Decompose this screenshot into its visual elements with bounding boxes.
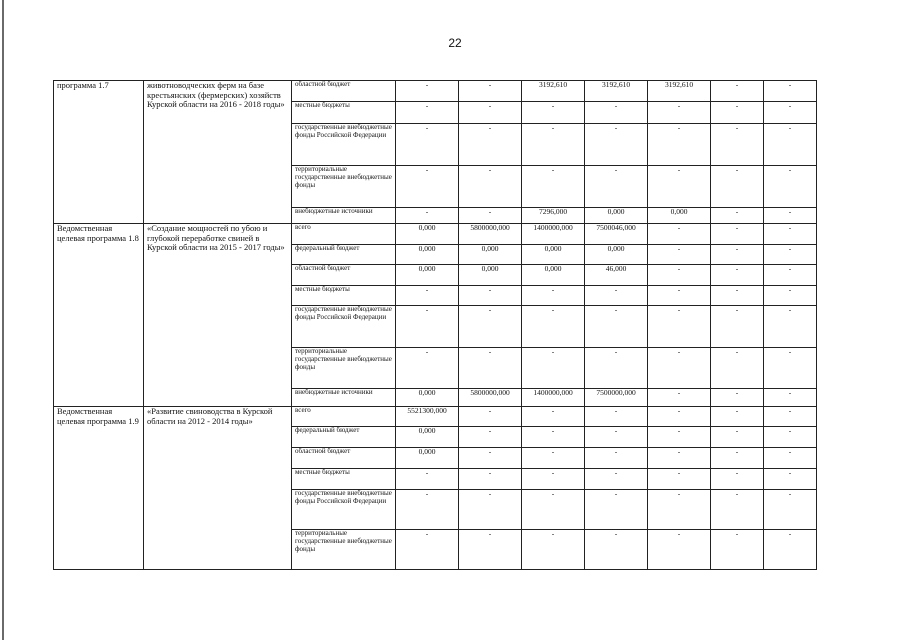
amount-cell: - bbox=[522, 427, 585, 448]
amount-cell: - bbox=[648, 448, 711, 469]
amount-cell: - bbox=[396, 81, 459, 102]
amount-cell: 0,000 bbox=[396, 265, 459, 286]
amount-cell: - bbox=[711, 166, 764, 208]
amount-cell: 7500046,000 bbox=[585, 224, 648, 245]
amount-cell: - bbox=[648, 348, 711, 389]
amount-cell: - bbox=[711, 448, 764, 469]
amount-cell: - bbox=[522, 407, 585, 427]
amount-cell: - bbox=[585, 469, 648, 490]
amount-cell: - bbox=[764, 407, 817, 427]
amount-cell: 0,000 bbox=[648, 208, 711, 224]
amount-cell: 0,000 bbox=[522, 245, 585, 265]
amount-cell: 3192,610 bbox=[648, 81, 711, 102]
amount-cell: - bbox=[585, 166, 648, 208]
amount-cell: - bbox=[711, 265, 764, 286]
amount-cell: 1400000,000 bbox=[522, 389, 585, 407]
amount-cell: - bbox=[396, 208, 459, 224]
amount-cell: - bbox=[648, 102, 711, 124]
amount-cell: - bbox=[396, 530, 459, 570]
amount-cell: - bbox=[585, 348, 648, 389]
amount-cell: 0,000 bbox=[396, 448, 459, 469]
amount-cell: - bbox=[711, 530, 764, 570]
funding-source-cell: местные бюджеты bbox=[292, 469, 396, 490]
amount-cell: - bbox=[648, 306, 711, 348]
amount-cell: 7296,000 bbox=[522, 208, 585, 224]
amount-cell: - bbox=[522, 124, 585, 166]
amount-cell: - bbox=[522, 348, 585, 389]
table-row bbox=[54, 81, 817, 102]
amount-cell: - bbox=[648, 245, 711, 265]
amount-cell: 1400000,000 bbox=[522, 224, 585, 245]
amount-cell: - bbox=[648, 166, 711, 208]
amount-cell: 0,000 bbox=[459, 265, 522, 286]
amount-cell: - bbox=[711, 208, 764, 224]
amount-cell: - bbox=[396, 286, 459, 306]
amount-cell: - bbox=[648, 427, 711, 448]
scan-edge-line bbox=[2, 0, 4, 640]
funding-source-cell: всего bbox=[292, 407, 396, 427]
page-number: 22 bbox=[448, 36, 462, 50]
funding-source-cell: областной бюджет bbox=[292, 81, 396, 102]
amount-cell: - bbox=[764, 448, 817, 469]
amount-cell: 5800000,000 bbox=[459, 224, 522, 245]
amount-cell: 5521300,000 bbox=[396, 407, 459, 427]
funding-source-cell: территориальные государственные внебюджетные фонды bbox=[292, 166, 396, 208]
amount-cell: - bbox=[522, 166, 585, 208]
amount-cell: - bbox=[764, 389, 817, 407]
table-row bbox=[54, 407, 817, 427]
funding-source-cell: областной бюджет bbox=[292, 265, 396, 286]
amount-cell: - bbox=[648, 224, 711, 245]
amount-cell: - bbox=[459, 348, 522, 389]
amount-cell: 5800000,000 bbox=[459, 389, 522, 407]
amount-cell: - bbox=[459, 530, 522, 570]
amount-cell: - bbox=[459, 208, 522, 224]
amount-cell: - bbox=[585, 124, 648, 166]
amount-cell: 0,000 bbox=[396, 389, 459, 407]
amount-cell: - bbox=[459, 102, 522, 124]
amount-cell: - bbox=[648, 469, 711, 490]
amount-cell: - bbox=[648, 407, 711, 427]
amount-cell: - bbox=[648, 265, 711, 286]
amount-cell: - bbox=[711, 286, 764, 306]
amount-cell: - bbox=[711, 124, 764, 166]
funding-source-cell: территориальные государственные внебюджетные фонды bbox=[292, 348, 396, 389]
amount-cell: - bbox=[711, 490, 764, 530]
amount-cell: 0,000 bbox=[396, 245, 459, 265]
amount-cell: - bbox=[711, 102, 764, 124]
amount-cell: - bbox=[459, 490, 522, 530]
amount-cell: - bbox=[711, 81, 764, 102]
amount-cell: 3192,610 bbox=[522, 81, 585, 102]
amount-cell: - bbox=[711, 427, 764, 448]
amount-cell: - bbox=[764, 530, 817, 570]
amount-cell: - bbox=[764, 224, 817, 245]
amount-cell: - bbox=[396, 348, 459, 389]
program-title-cell: программа 1.7 bbox=[54, 81, 144, 224]
amount-cell: - bbox=[648, 286, 711, 306]
amount-cell: - bbox=[711, 407, 764, 427]
funding-source-cell: территориальные государственные внебюджетные фонды bbox=[292, 530, 396, 570]
amount-cell: - bbox=[585, 448, 648, 469]
amount-cell: - bbox=[396, 166, 459, 208]
amount-cell: - bbox=[764, 427, 817, 448]
amount-cell: - bbox=[522, 469, 585, 490]
amount-cell: - bbox=[711, 306, 764, 348]
budget-table bbox=[53, 80, 817, 570]
amount-cell: - bbox=[711, 389, 764, 407]
amount-cell: - bbox=[711, 224, 764, 245]
funding-source-cell: внебюджетные источники bbox=[292, 389, 396, 407]
amount-cell: - bbox=[764, 124, 817, 166]
amount-cell: - bbox=[764, 245, 817, 265]
amount-cell: 7500000,000 bbox=[585, 389, 648, 407]
amount-cell: - bbox=[396, 469, 459, 490]
amount-cell: - bbox=[585, 530, 648, 570]
amount-cell: - bbox=[764, 208, 817, 224]
amount-cell: - bbox=[459, 124, 522, 166]
amount-cell: - bbox=[522, 306, 585, 348]
amount-cell: - bbox=[522, 490, 585, 530]
amount-cell: - bbox=[648, 530, 711, 570]
amount-cell: - bbox=[648, 490, 711, 530]
amount-cell: - bbox=[522, 102, 585, 124]
program-title-cell: Ведомственная целевая программа 1.8 bbox=[54, 224, 144, 407]
program-name-cell: «Развитие свиноводства в Курской области на 2012 - 2014 годы» bbox=[144, 407, 292, 570]
amount-cell: 0,000 bbox=[585, 208, 648, 224]
amount-cell: - bbox=[585, 490, 648, 530]
amount-cell: - bbox=[711, 348, 764, 389]
amount-cell: 0,000 bbox=[396, 427, 459, 448]
amount-cell: - bbox=[522, 448, 585, 469]
amount-cell: - bbox=[648, 389, 711, 407]
amount-cell: - bbox=[764, 490, 817, 530]
amount-cell: - bbox=[585, 306, 648, 348]
funding-source-cell: государственные внебюджетные фонды Российской Федерации bbox=[292, 306, 396, 348]
amount-cell: - bbox=[522, 530, 585, 570]
amount-cell: - bbox=[764, 265, 817, 286]
funding-source-cell: местные бюджеты bbox=[292, 286, 396, 306]
amount-cell: - bbox=[396, 124, 459, 166]
amount-cell: 46,000 bbox=[585, 265, 648, 286]
amount-cell: - bbox=[522, 286, 585, 306]
amount-cell: - bbox=[396, 490, 459, 530]
program-name-cell: «Создание мощностей по убою и глубокой переработке свиней в Курской области на 2015 - 2017 годы» bbox=[144, 224, 292, 407]
funding-source-cell: федеральный бюджет bbox=[292, 427, 396, 448]
amount-cell: - bbox=[459, 427, 522, 448]
funding-source-cell: федеральный бюджет bbox=[292, 245, 396, 265]
amount-cell: - bbox=[459, 286, 522, 306]
amount-cell: 0,000 bbox=[522, 265, 585, 286]
table-row bbox=[54, 224, 817, 245]
amount-cell: - bbox=[459, 469, 522, 490]
amount-cell: - bbox=[764, 469, 817, 490]
amount-cell: 0,000 bbox=[585, 245, 648, 265]
amount-cell: - bbox=[459, 306, 522, 348]
amount-cell: - bbox=[711, 245, 764, 265]
amount-cell: - bbox=[459, 407, 522, 427]
funding-source-cell: областной бюджет bbox=[292, 448, 396, 469]
program-title-cell: Ведомственная целевая программа 1.9 bbox=[54, 407, 144, 570]
amount-cell: - bbox=[396, 102, 459, 124]
amount-cell: - bbox=[585, 427, 648, 448]
amount-cell: - bbox=[764, 81, 817, 102]
funding-source-cell: всего bbox=[292, 224, 396, 245]
amount-cell: 3192,610 bbox=[585, 81, 648, 102]
amount-cell: - bbox=[764, 286, 817, 306]
funding-source-cell: внебюджетные источники bbox=[292, 208, 396, 224]
amount-cell: - bbox=[764, 306, 817, 348]
program-name-cell: животноводческих ферм на базе крестьянских (фермерских) хозяйств Курской области на 2016 - 2018 годы» bbox=[144, 81, 292, 224]
amount-cell: - bbox=[585, 286, 648, 306]
funding-source-cell: государственные внебюджетные фонды Российской Федерации bbox=[292, 490, 396, 530]
amount-cell: - bbox=[459, 166, 522, 208]
funding-source-cell: местные бюджеты bbox=[292, 102, 396, 124]
amount-cell: 0,000 bbox=[396, 224, 459, 245]
amount-cell: - bbox=[764, 348, 817, 389]
amount-cell: - bbox=[585, 102, 648, 124]
amount-cell: 0,000 bbox=[459, 245, 522, 265]
amount-cell: - bbox=[396, 306, 459, 348]
amount-cell: - bbox=[764, 166, 817, 208]
amount-cell: - bbox=[711, 469, 764, 490]
funding-source-cell: государственные внебюджетные фонды Российской Федерации bbox=[292, 124, 396, 166]
amount-cell: - bbox=[459, 448, 522, 469]
amount-cell: - bbox=[648, 124, 711, 166]
amount-cell: - bbox=[585, 407, 648, 427]
amount-cell: - bbox=[764, 102, 817, 124]
amount-cell: - bbox=[459, 81, 522, 102]
